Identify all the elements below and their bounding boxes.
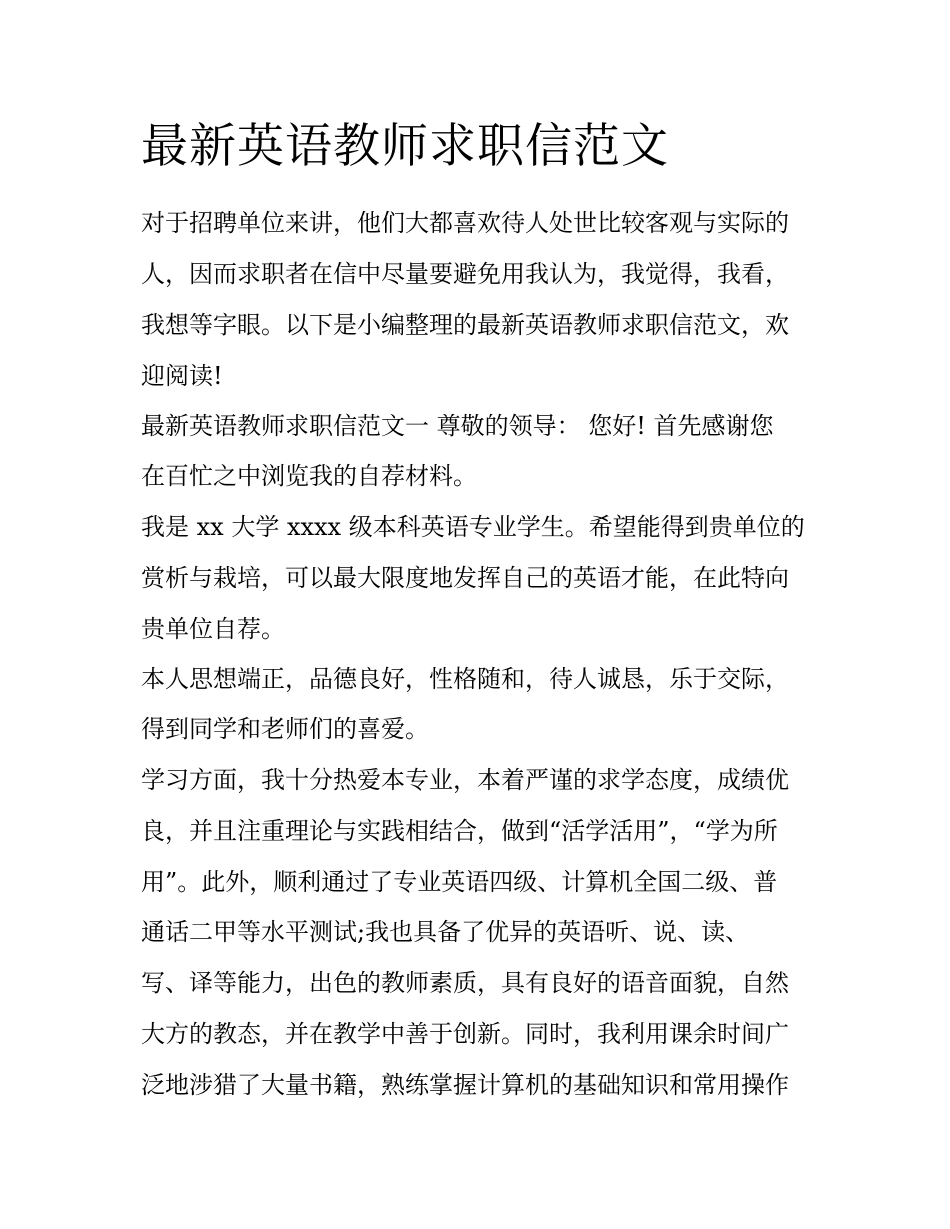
body-line: 良，并且注重理论与实践相结合，做到“活学活用”，“学为所: [141, 817, 778, 845]
body-line: 大方的教态，并在教学中善于创新。同时，我利用课余时间广: [141, 1020, 789, 1048]
body-line: 人，因而求职者在信中尽量要避免用我认为，我觉得，我看，: [141, 260, 789, 288]
body-line: 学习方面，我十分热爱本专业，本着严谨的求学态度，成绩优: [141, 766, 789, 794]
body-line: 通话二甲等水平测试;我也具备了优异的英语听、说、读、: [141, 918, 750, 946]
body-line: 写、译等能力，出色的教师素质，具有良好的语音面貌，自然: [141, 969, 789, 997]
body-line: 贵单位自荐。: [141, 615, 285, 643]
document-title: 最新英语教师求职信范文: [141, 119, 669, 174]
body-line: 我是 xx 大学 xxxx 级本科英语专业学生。希望能得到贵单位的: [141, 513, 805, 541]
body-line: 用”。此外，顺利通过了专业英语四级、计算机全国二级、普: [141, 868, 778, 896]
body-line: 得到同学和老师们的喜爱。: [141, 715, 429, 743]
body-line: 我想等字眼。以下是小编整理的最新英语教师求职信范文，欢: [141, 311, 789, 339]
body-line: 最新英语教师求职信范文一 尊敬的领导： 您好! 首先感谢您: [141, 412, 774, 440]
body-line: 赏析与栽培，可以最大限度地发挥自己的英语才能，在此特向: [141, 564, 789, 592]
body-line: 泛地涉猎了大量书籍，熟练掌握计算机的基础知识和常用操作: [141, 1071, 789, 1099]
body-line: 本人思想端正，品德良好，性格随和，待人诚恳，乐于交际，: [141, 665, 789, 693]
body-line: 在百忙之中浏览我的自荐材料。: [141, 462, 477, 490]
body-line: 迎阅读!: [141, 362, 223, 390]
body-line: 对于招聘单位来讲，他们大都喜欢待人处世比较客观与实际的: [141, 209, 789, 237]
